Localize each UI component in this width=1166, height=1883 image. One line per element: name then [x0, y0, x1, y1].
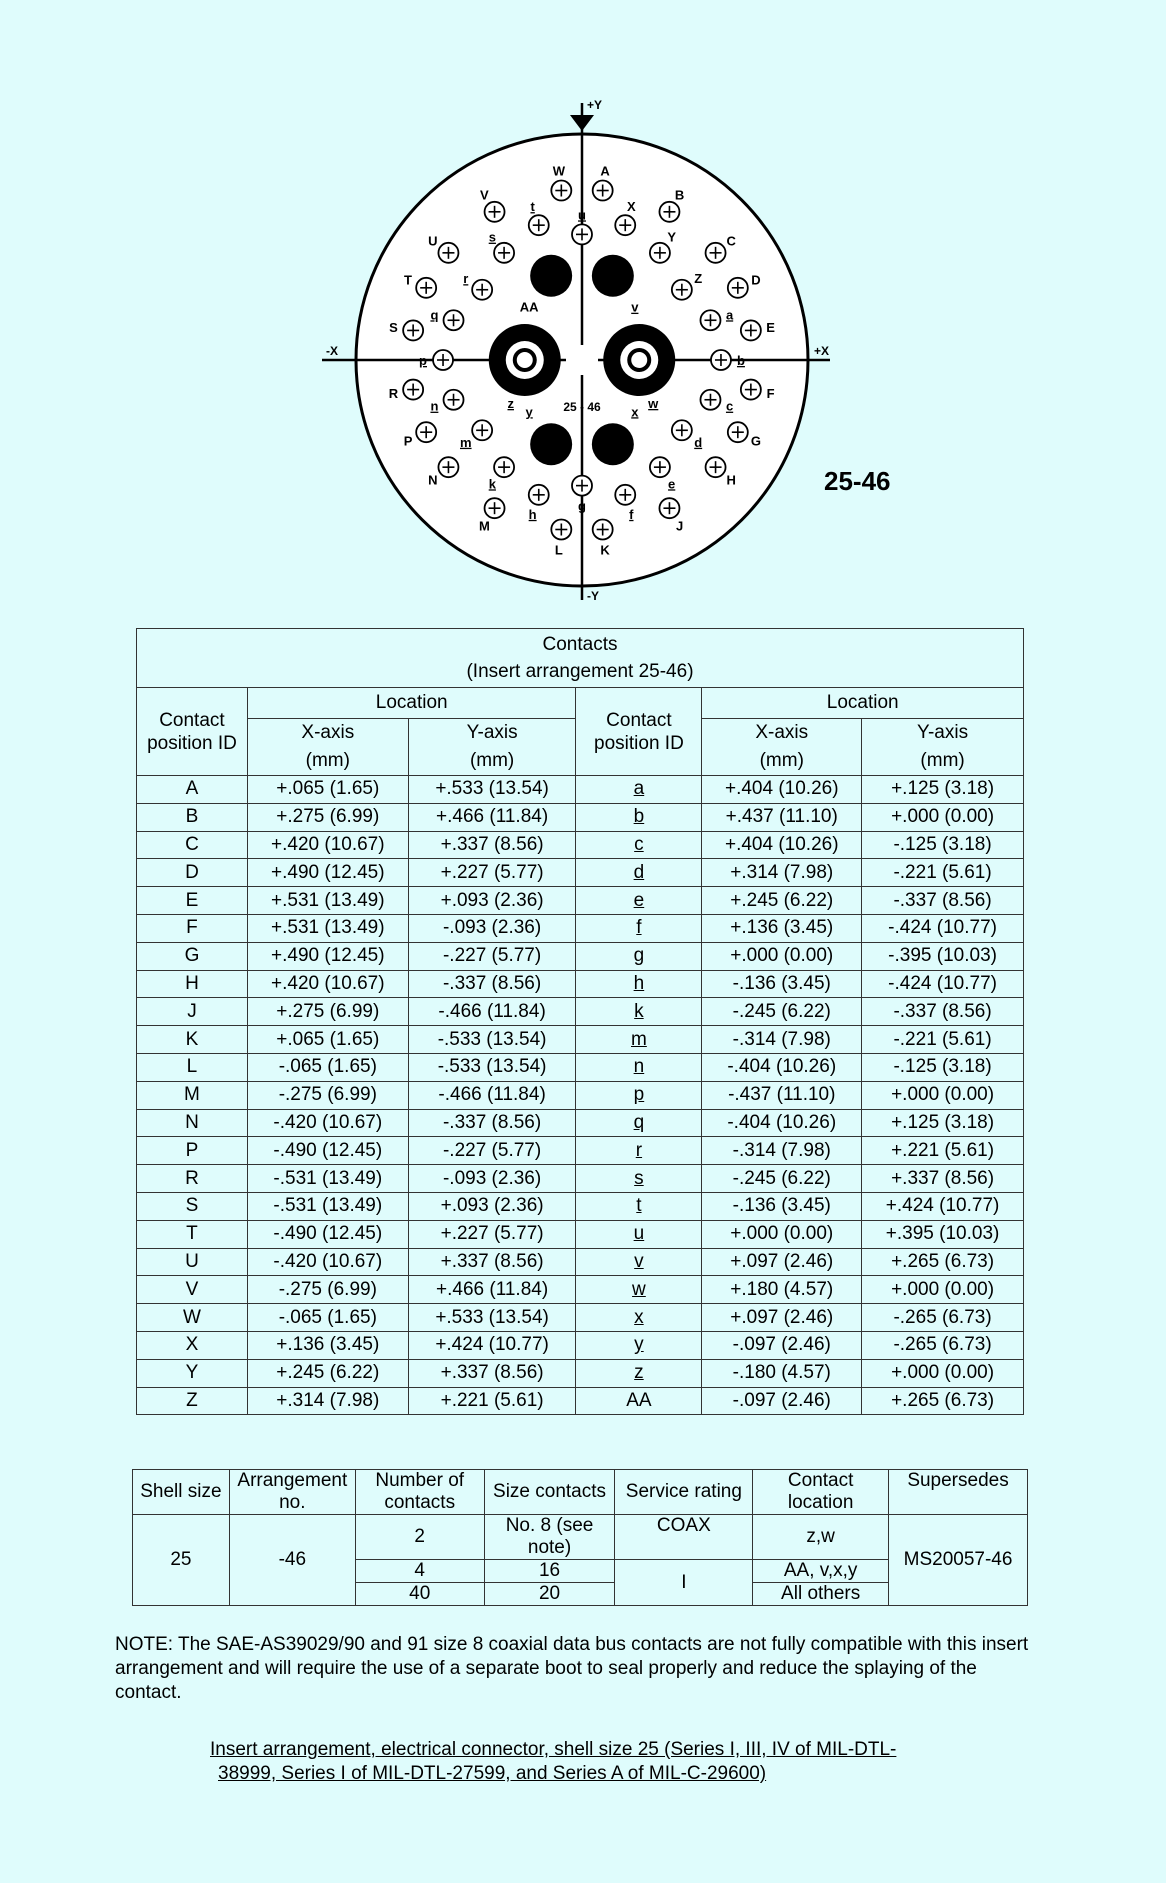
contact-label: c — [725, 398, 734, 414]
table-row — [137, 1387, 1024, 1415]
contact-label: N — [428, 472, 438, 488]
contact-label: z — [507, 396, 515, 411]
x-value: -.245 (6.22) — [702, 998, 862, 1026]
y-value: -.466 (11.84) — [408, 998, 576, 1026]
axis-label-plus-y: +Y — [587, 98, 603, 112]
contact-id: S — [137, 1192, 248, 1220]
contact-label: B — [674, 187, 685, 203]
arrangement-summary-table — [132, 1469, 1028, 1606]
col-unit-x-right: (mm) — [702, 747, 862, 776]
contacts-subtitle: (Insert arrangement 25-46) — [466, 661, 694, 682]
x-value: -.404 (10.26) — [702, 1053, 862, 1081]
contact-label: Y — [667, 229, 677, 245]
col-header-y-right: Y-axis — [862, 719, 1024, 748]
y-value: -.424 (10.77) — [862, 970, 1024, 998]
x-value: +.490 (12.45) — [247, 942, 408, 970]
hdr-arrangement: Arrangement no. — [229, 1470, 355, 1515]
hdr-supersedes: Supersedes — [889, 1470, 1028, 1515]
cell-size-2: 20 — [484, 1583, 615, 1606]
y-value: -.395 (10.03) — [862, 942, 1024, 970]
contact-label: k — [488, 476, 496, 492]
y-value: +.093 (2.36) — [408, 887, 576, 915]
contact-p — [419, 350, 453, 370]
contact-id: K — [137, 1026, 248, 1054]
contact-cavity — [592, 423, 634, 465]
table-row — [137, 803, 1024, 831]
contact-id: B — [137, 803, 248, 831]
cell-size-1: 16 — [484, 1560, 615, 1583]
caption-line-2: 38999, Series I of MIL-DTL-27599, and Series A of MIL-C-29600) — [218, 1763, 767, 1784]
table-row — [137, 831, 1024, 859]
contact-id: m — [576, 1026, 702, 1054]
table-row — [137, 1165, 1024, 1193]
x-value: +.065 (1.65) — [247, 1026, 408, 1054]
contact-label: M — [478, 518, 490, 534]
axis-label-minus-y: -Y — [587, 589, 599, 603]
contact-label: S — [389, 319, 398, 335]
contact-label: T — [404, 272, 413, 288]
contact-id: X — [137, 1331, 248, 1359]
table-row — [137, 859, 1024, 887]
y-value: -.337 (8.56) — [408, 970, 576, 998]
contact-id: C — [137, 831, 248, 859]
x-value: +.420 (10.67) — [247, 831, 408, 859]
col-header-y-left: Y-axis — [408, 719, 576, 748]
contact-id: z — [576, 1359, 702, 1387]
contact-label: u — [578, 207, 586, 223]
y-value: -.466 (11.84) — [408, 1081, 576, 1109]
y-value: +.466 (11.84) — [408, 803, 576, 831]
y-value: +.533 (13.54) — [408, 776, 576, 804]
contact-id: AA — [576, 1387, 702, 1415]
x-value: +.531 (13.49) — [247, 887, 408, 915]
contact-label: w — [648, 396, 659, 411]
contact-label: t — [530, 199, 535, 215]
x-value: -.097 (2.46) — [702, 1387, 862, 1415]
x-value: -.275 (6.99) — [247, 1081, 408, 1109]
hdr-size-contacts: Size contacts — [484, 1470, 615, 1515]
contact-label: m — [460, 434, 472, 450]
contact-label: s — [488, 229, 496, 245]
contact-id: x — [576, 1304, 702, 1332]
x-value: +.245 (6.22) — [702, 887, 862, 915]
y-value: -.221 (5.61) — [862, 859, 1024, 887]
contact-label: V — [480, 187, 489, 203]
contact-label: U — [428, 233, 438, 249]
table-row — [137, 1053, 1024, 1081]
y-value: +.227 (5.77) — [408, 859, 576, 887]
table-row — [137, 998, 1024, 1026]
x-value: -.404 (10.26) — [702, 1109, 862, 1137]
y-value: -.093 (2.36) — [408, 914, 576, 942]
contacts-table — [136, 628, 1024, 1415]
table-row — [137, 1081, 1024, 1109]
y-value: -.533 (13.54) — [408, 1026, 576, 1054]
x-value: +.000 (0.00) — [702, 942, 862, 970]
contact-id: f — [576, 914, 702, 942]
contact-id: D — [137, 859, 248, 887]
col-header-location-left: Location — [247, 688, 576, 719]
contact-label: d — [694, 434, 703, 450]
contact-id: a — [576, 776, 702, 804]
contact-id: G — [137, 942, 248, 970]
y-value: +.337 (8.56) — [408, 831, 576, 859]
cell-shell-size: 25 — [133, 1515, 230, 1606]
y-value: +.093 (2.36) — [408, 1192, 576, 1220]
y-value: -.265 (6.73) — [862, 1331, 1024, 1359]
col-header-x-left: X-axis — [247, 719, 408, 748]
contact-id: q — [576, 1109, 702, 1137]
table-row — [137, 914, 1024, 942]
y-value: -.221 (5.61) — [862, 1026, 1024, 1054]
contact-label: K — [600, 542, 610, 558]
contact-label: y — [525, 404, 533, 420]
col-header-x-right: X-axis — [702, 719, 862, 748]
contact-id: R — [137, 1165, 248, 1193]
col-header-location-right: Location — [702, 688, 1024, 719]
diagram-arrangement-label: 25-46 — [824, 466, 891, 496]
contact-label: v — [631, 299, 639, 315]
y-value: +.000 (0.00) — [862, 1359, 1024, 1387]
x-value: -.531 (13.49) — [247, 1165, 408, 1193]
y-value: +.125 (3.18) — [862, 776, 1024, 804]
x-value: +.136 (3.45) — [247, 1331, 408, 1359]
cell-number-2: 40 — [355, 1583, 484, 1606]
x-value: -.097 (2.46) — [702, 1331, 862, 1359]
hdr-service-rating: Service rating — [615, 1470, 753, 1515]
x-value: +.531 (13.49) — [247, 914, 408, 942]
contact-id: d — [576, 859, 702, 887]
x-value: +.314 (7.98) — [702, 859, 862, 887]
contact-id: V — [137, 1276, 248, 1304]
y-value: -.093 (2.36) — [408, 1165, 576, 1193]
contact-label: E — [766, 319, 775, 335]
x-value: -.275 (6.99) — [247, 1276, 408, 1304]
x-value: +.437 (11.10) — [702, 803, 862, 831]
x-value: -.437 (11.10) — [702, 1081, 862, 1109]
table-row — [137, 1331, 1024, 1359]
y-value: -.533 (13.54) — [408, 1053, 576, 1081]
contact-label: h — [528, 506, 537, 522]
contact-id: h — [576, 970, 702, 998]
contact-b — [711, 350, 745, 370]
contact-label: e — [668, 476, 676, 492]
contact-id: H — [137, 970, 248, 998]
note-text: NOTE: The SAE-AS39029/90 and 91 size 8 coaxial data bus contacts are not fully compatible with this insert arrangement and will require the use of a separate boot to seal properly and reduce the splaying of the contact. — [115, 1634, 1029, 1703]
x-value: -.314 (7.98) — [702, 1026, 862, 1054]
contact-id: L — [137, 1053, 248, 1081]
contact-label: x — [631, 404, 639, 420]
col-unit-y-right: (mm) — [862, 747, 1024, 776]
y-value: +.424 (10.77) — [408, 1331, 576, 1359]
y-value: +.000 (0.00) — [862, 1276, 1024, 1304]
y-value: +.227 (5.77) — [408, 1220, 576, 1248]
contact-id: w — [576, 1276, 702, 1304]
y-value: -.424 (10.77) — [862, 914, 1024, 942]
contact-id: M — [137, 1081, 248, 1109]
contact-id: J — [137, 998, 248, 1026]
contact-id: e — [576, 887, 702, 915]
cell-location-1: AA, v,x,y — [753, 1560, 889, 1583]
contact-label: f — [629, 506, 634, 522]
contact-label: F — [766, 386, 775, 402]
y-value: +.424 (10.77) — [862, 1192, 1024, 1220]
y-value: +.337 (8.56) — [862, 1165, 1024, 1193]
col-unit-x-left: (mm) — [247, 747, 408, 776]
contact-cavity — [530, 255, 572, 297]
contact-label: L — [554, 542, 563, 558]
contact-id: p — [576, 1081, 702, 1109]
y-value: -.337 (8.56) — [862, 887, 1024, 915]
x-value: +.097 (2.46) — [702, 1304, 862, 1332]
contact-id: N — [137, 1109, 248, 1137]
y-value: +.125 (3.18) — [862, 1109, 1024, 1137]
contact-label: P — [403, 433, 413, 449]
y-value: +.221 (5.61) — [862, 1137, 1024, 1165]
col-unit-y-left: (mm) — [408, 747, 576, 776]
contact-label: b — [736, 353, 745, 368]
y-value: +.265 (6.73) — [862, 1248, 1024, 1276]
contact-id: A — [137, 776, 248, 804]
y-value: -.337 (8.56) — [408, 1109, 576, 1137]
cell-size-0: No. 8 (see note) — [484, 1515, 615, 1560]
y-value: +.337 (8.56) — [408, 1359, 576, 1387]
x-value: +.245 (6.22) — [247, 1359, 408, 1387]
table-row — [137, 887, 1024, 915]
contact-label: q — [430, 307, 439, 323]
y-value: -.227 (5.77) — [408, 942, 576, 970]
x-value: +.275 (6.99) — [247, 998, 408, 1026]
contact-id: b — [576, 803, 702, 831]
cell-number-1: 4 — [355, 1560, 484, 1583]
y-value: -.125 (3.18) — [862, 1053, 1024, 1081]
contacts-table-title — [137, 629, 1024, 688]
y-value: +.466 (11.84) — [408, 1276, 576, 1304]
table-row — [137, 776, 1024, 804]
table-row — [137, 1304, 1024, 1332]
table-row — [137, 942, 1024, 970]
x-value: -.420 (10.67) — [247, 1109, 408, 1137]
contact-id: v — [576, 1248, 702, 1276]
x-value: -.180 (4.57) — [702, 1359, 862, 1387]
contact-id: k — [576, 998, 702, 1026]
x-value: +.065 (1.65) — [247, 776, 408, 804]
contact-label: n — [430, 398, 439, 414]
y-value: -.265 (6.73) — [862, 1304, 1024, 1332]
contact-id: Y — [137, 1359, 248, 1387]
contact-id: u — [576, 1220, 702, 1248]
hdr-number-contacts: Number of contacts — [355, 1470, 484, 1515]
x-value: +.180 (4.57) — [702, 1276, 862, 1304]
x-value: +.490 (12.45) — [247, 859, 408, 887]
contact-id: n — [576, 1053, 702, 1081]
contact-id: s — [576, 1165, 702, 1193]
contact-id: Z — [137, 1387, 248, 1415]
contact-label: a — [725, 307, 734, 323]
cell-number-0: 2 — [355, 1515, 484, 1560]
y-value: -.337 (8.56) — [862, 998, 1024, 1026]
cell-supersedes: MS20057-46 — [889, 1515, 1028, 1606]
x-value: -.245 (6.22) — [702, 1165, 862, 1193]
table-row — [137, 1137, 1024, 1165]
contact-label: C — [726, 233, 736, 249]
center-cross-bg — [566, 345, 598, 375]
contact-id: F — [137, 914, 248, 942]
contact-label: H — [726, 472, 736, 488]
y-value: +.533 (13.54) — [408, 1304, 576, 1332]
contact-label: r — [463, 271, 469, 287]
table-row — [137, 1276, 1024, 1304]
center-arrangement-label: 25 - 46 — [563, 400, 601, 414]
contact-id: g — [576, 942, 702, 970]
x-value: +.136 (3.45) — [702, 914, 862, 942]
contact-label: Z — [694, 271, 703, 287]
y-value: +.265 (6.73) — [862, 1387, 1024, 1415]
hdr-shell-size: Shell size — [133, 1470, 230, 1515]
contact-id: c — [576, 831, 702, 859]
axis-label-minus-x: -X — [326, 344, 338, 358]
contact-label: g — [578, 498, 586, 514]
x-value: +.404 (10.26) — [702, 776, 862, 804]
col-header-contact-id-left: Contact position ID — [137, 688, 248, 776]
cell-service-0: COAX — [615, 1515, 753, 1560]
figure-caption — [210, 1738, 970, 1786]
contact-label: AA — [519, 299, 539, 315]
contact-id: y — [576, 1331, 702, 1359]
contact-id: t — [576, 1192, 702, 1220]
x-value: -.065 (1.65) — [247, 1053, 408, 1081]
x-value: +.097 (2.46) — [702, 1248, 862, 1276]
contact-label: p — [419, 353, 428, 368]
x-value: -.065 (1.65) — [247, 1304, 408, 1332]
contact-id: P — [137, 1137, 248, 1165]
contact-label: J — [675, 518, 684, 534]
x-value: -.136 (3.45) — [702, 970, 862, 998]
contact-label: R — [388, 386, 399, 402]
contact-cavity — [592, 255, 634, 297]
col-header-contact-id-right: Contact position ID — [576, 688, 702, 776]
table-row — [137, 1248, 1024, 1276]
x-value: -.420 (10.67) — [247, 1248, 408, 1276]
contact-id: U — [137, 1248, 248, 1276]
contact-label: X — [627, 199, 636, 215]
contact-label: A — [600, 163, 610, 179]
x-value: -.136 (3.45) — [702, 1192, 862, 1220]
hdr-contact-location: Contact location — [753, 1470, 889, 1515]
x-value: +.404 (10.26) — [702, 831, 862, 859]
table-row — [137, 970, 1024, 998]
x-value: -.314 (7.98) — [702, 1137, 862, 1165]
y-value: -.227 (5.77) — [408, 1137, 576, 1165]
y-value: +.395 (10.03) — [862, 1220, 1024, 1248]
x-value: -.490 (12.45) — [247, 1137, 408, 1165]
x-value: +.275 (6.99) — [247, 803, 408, 831]
cell-location-0: z,w — [753, 1515, 889, 1560]
contact-label: D — [751, 272, 761, 288]
table-row — [137, 1192, 1024, 1220]
contact-label: W — [552, 163, 566, 179]
y-value: -.125 (3.18) — [862, 831, 1024, 859]
contact-id: r — [576, 1137, 702, 1165]
table-row — [137, 1109, 1024, 1137]
y-value: +.337 (8.56) — [408, 1248, 576, 1276]
cell-arrangement: -46 — [229, 1515, 355, 1606]
contact-label: G — [750, 433, 762, 449]
key-marker — [570, 115, 594, 131]
y-value: +.000 (0.00) — [862, 1081, 1024, 1109]
x-value: +.420 (10.67) — [247, 970, 408, 998]
x-value: +.314 (7.98) — [247, 1387, 408, 1415]
axis-label-plus-x: +X — [814, 344, 830, 358]
table-row — [137, 1026, 1024, 1054]
insert-arrangement-diagram — [300, 95, 830, 615]
cell-location-2: All others — [753, 1583, 889, 1606]
contact-id: E — [137, 887, 248, 915]
y-value: +.000 (0.00) — [862, 803, 1024, 831]
contact-id: T — [137, 1220, 248, 1248]
table-row — [137, 1220, 1024, 1248]
y-value: +.221 (5.61) — [408, 1387, 576, 1415]
caption-line-1: Insert arrangement, electrical connector, shell size 25 (Series I, III, IV of MIL-DTL- — [210, 1739, 897, 1760]
contacts-title: Contacts — [542, 634, 618, 655]
x-value: -.490 (12.45) — [247, 1220, 408, 1248]
x-value: -.531 (13.49) — [247, 1192, 408, 1220]
contact-cavity — [530, 423, 572, 465]
cell-service-1: I — [615, 1560, 753, 1606]
contact-id: W — [137, 1304, 248, 1332]
table-row — [137, 1359, 1024, 1387]
x-value: +.000 (0.00) — [702, 1220, 862, 1248]
